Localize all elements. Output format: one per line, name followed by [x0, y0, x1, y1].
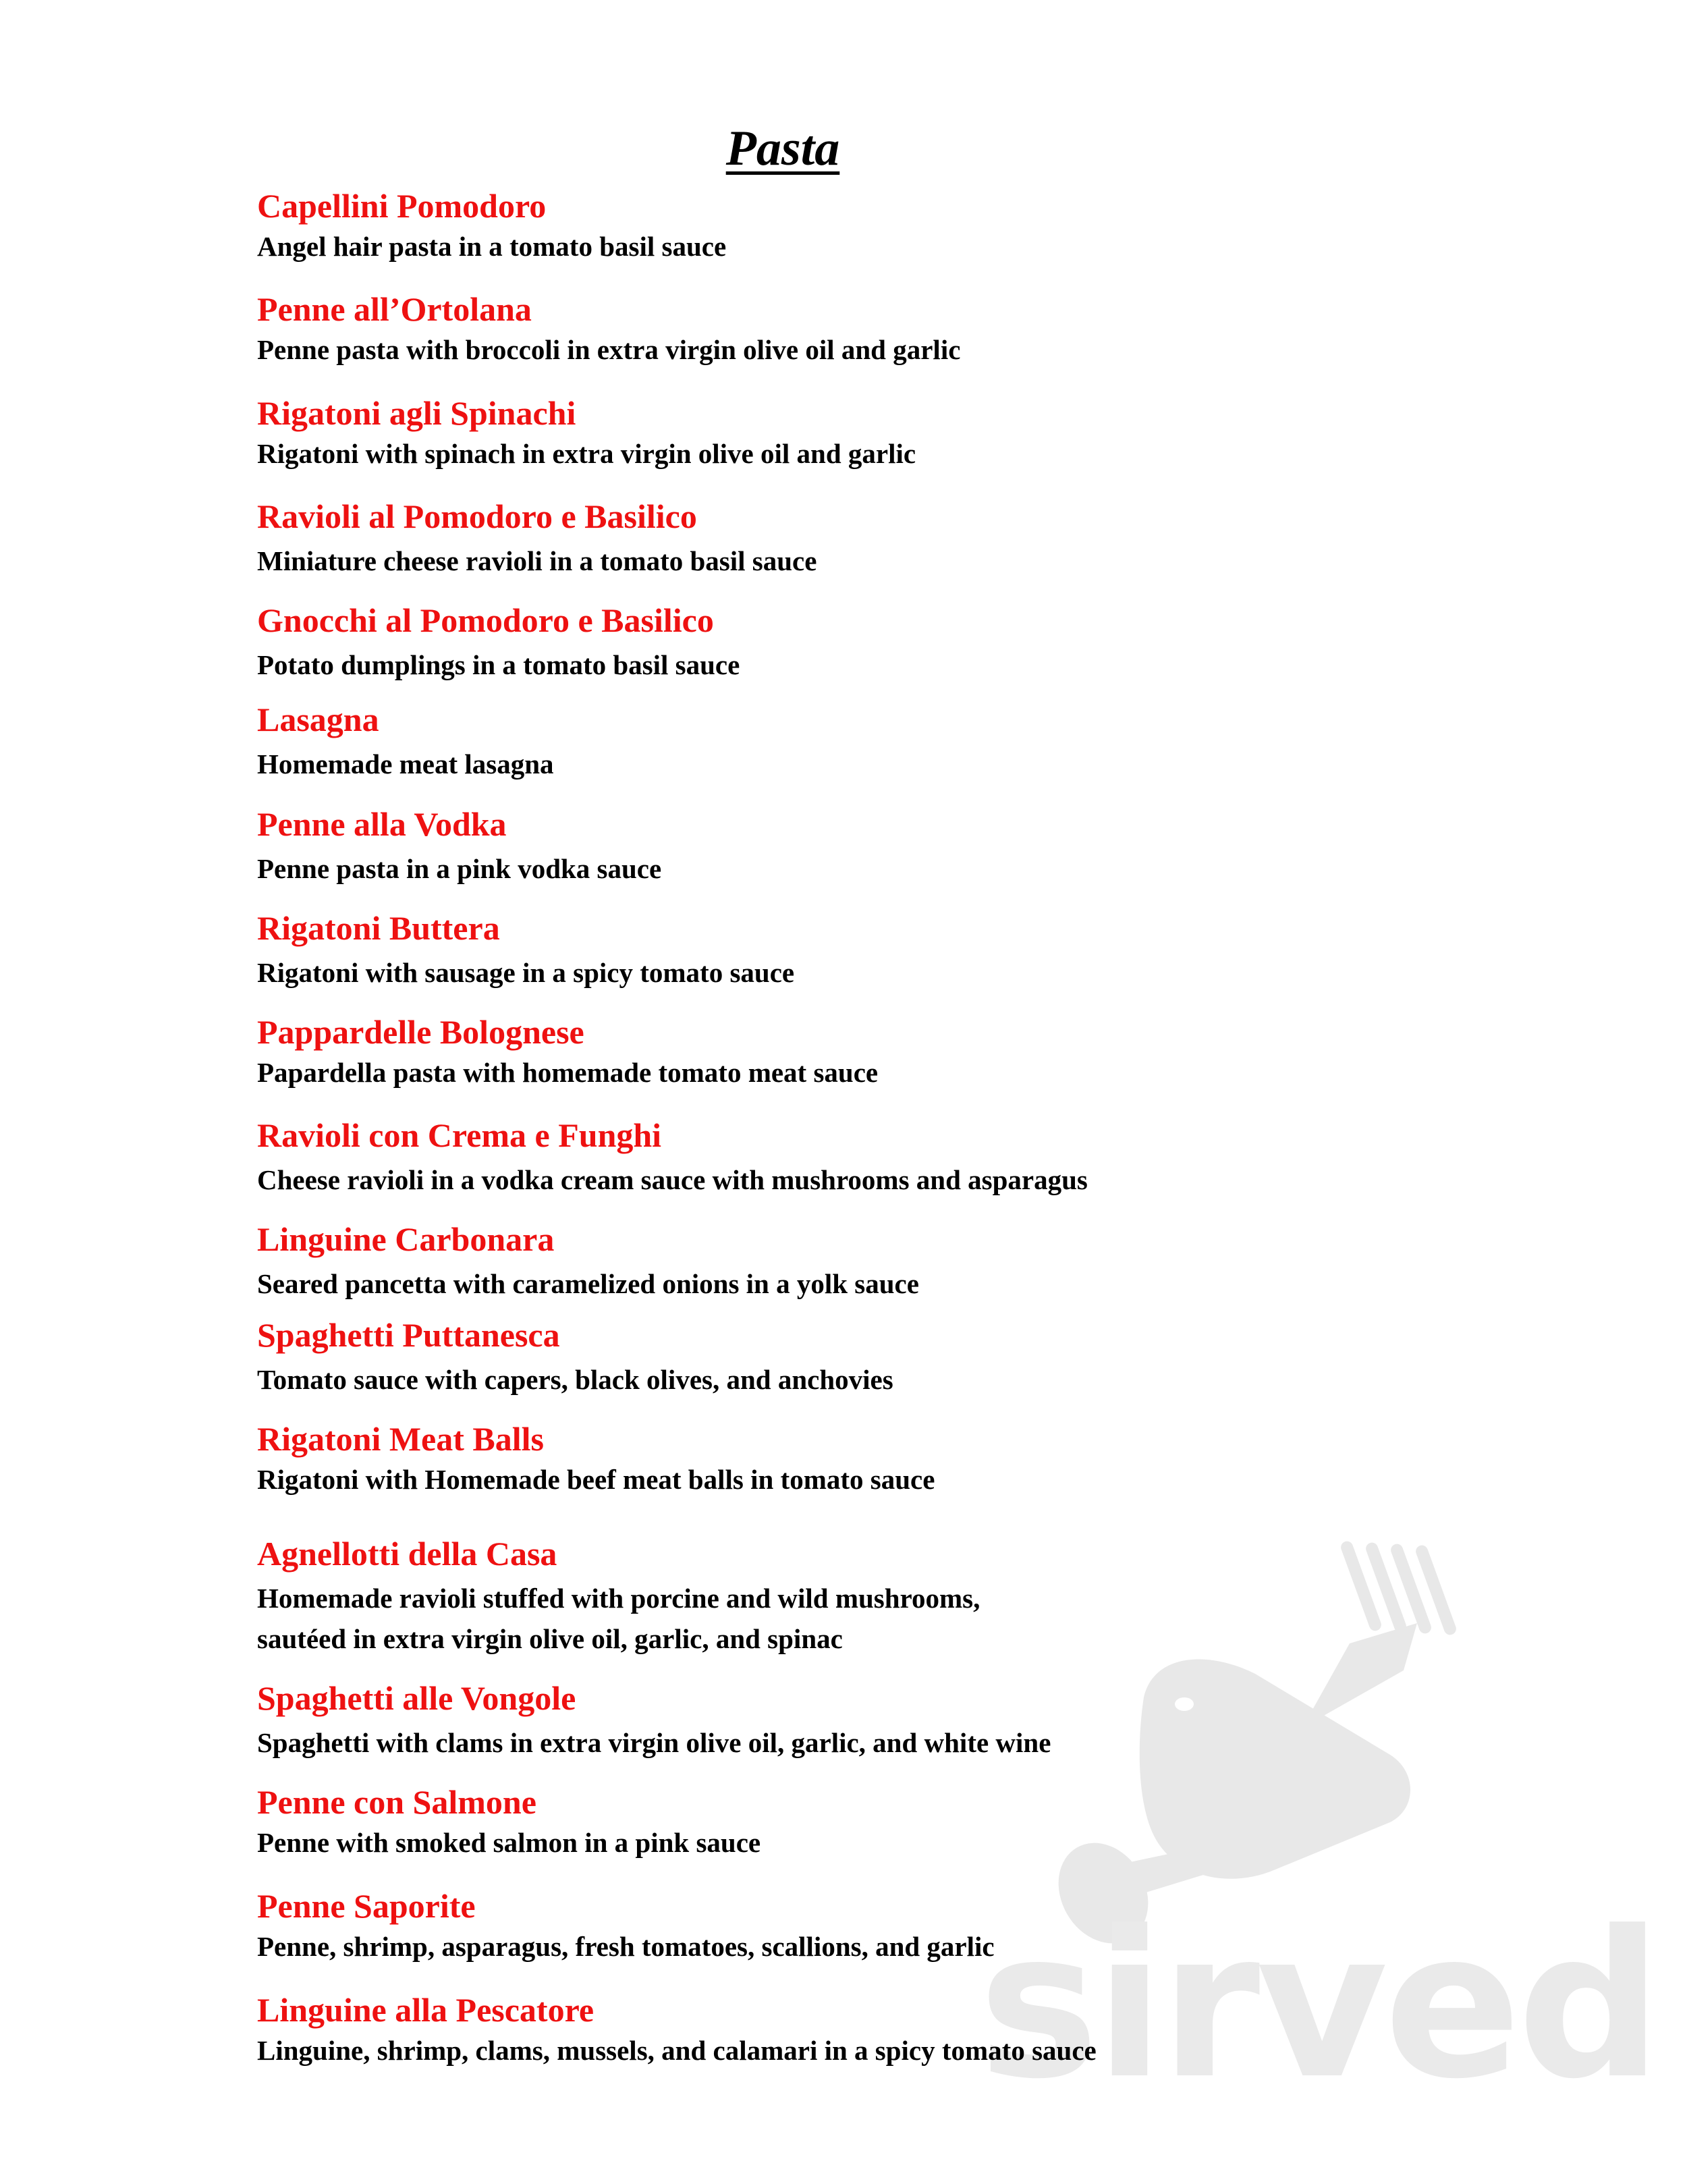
menu-item-name: Penne alla Vodka [257, 805, 507, 843]
watermark-text: sirved [985, 1888, 1647, 2099]
menu-item-description: Penne with smoked salmon in a pink sauce [257, 1827, 761, 1858]
menu-item-description: Miniature cheese ravioli in a tomato basil sauce [257, 545, 817, 576]
menu-item [257, 1419, 1539, 1500]
menu-item-description: Spaghetti with clams in extra virgin olive oil, garlic, and white wine [257, 1727, 1051, 1758]
menu-item [257, 1886, 1539, 1967]
menu-item-name: Gnocchi al Pomodoro e Basilico [257, 601, 714, 639]
menu-item-name: Spaghetti Puttanesca [257, 1316, 560, 1354]
menu-item [257, 496, 1539, 581]
menu-item [257, 1219, 1539, 1304]
menu-item [257, 1315, 1539, 1400]
menu-item-name: Penne all’Ortolana [257, 290, 532, 328]
menu-item-description: Seared pancetta with caramelized onions in a yolk sauce [257, 1268, 919, 1299]
menu-item-description: Penne pasta in a pink vodka sauce [257, 853, 662, 884]
menu-item-description: Linguine, shrimp, clams, mussels, and calamari in a spicy tomato sauce [257, 2035, 1097, 2066]
menu-item-name: Ravioli con Crema e Funghi [257, 1116, 662, 1154]
menu-item [257, 1115, 1539, 1200]
menu-item-name: Rigatoni agli Spinachi [257, 394, 576, 432]
menu-item [257, 600, 1539, 685]
menu-item [257, 699, 1539, 784]
menu-item [257, 908, 1539, 993]
menu-item [257, 186, 1539, 267]
menu-item-name: Penne con Salmone [257, 1783, 536, 1821]
menu-item [257, 1012, 1539, 1093]
menu-item-name: Rigatoni Meat Balls [257, 1420, 544, 1458]
menu-item-description: Penne, shrimp, asparagus, fresh tomatoes, scallions, and garlic [257, 1931, 995, 1962]
menu-item-name: Linguine alla Pescatore [257, 1991, 594, 2029]
menu-item-name: Ravioli al Pomodoro e Basilico [257, 497, 697, 535]
menu-item [257, 393, 1539, 474]
menu-item-description: Rigatoni with spinach in extra virgin olive oil and garlic [257, 438, 916, 469]
menu-item-name: Lasagna [257, 701, 379, 738]
menu-item-description: Tomato sauce with capers, black olives, and anchovies [257, 1364, 893, 1395]
menu-item [257, 1533, 1539, 1659]
menu-item-description: Rigatoni with sausage in a spicy tomato sauce [257, 957, 795, 988]
menu-item-description: Cheese ravioli in a vodka cream sauce with mushrooms and asparagus [257, 1164, 1088, 1195]
menu-item-name: Linguine Carbonara [257, 1220, 555, 1258]
menu-item [257, 289, 1539, 370]
menu-item-description: Homemade ravioli stuffed with porcine and wild mushrooms, sautéed in extra virgin olive oil, garlic, and spinac [257, 1583, 980, 1654]
menu-item [257, 1678, 1539, 1763]
menu-item-name: Capellini Pomodoro [257, 187, 547, 225]
menu-item-description: Potato dumplings in a tomato basil sauce [257, 649, 740, 680]
menu-item-description: Papardella pasta with homemade tomato meat sauce [257, 1057, 879, 1088]
menu-item-name: Agnellotti della Casa [257, 1535, 557, 1573]
menu-item-name: Pappardelle Bolognese [257, 1013, 584, 1051]
menu-item-description: Penne pasta with broccoli in extra virgin olive oil and garlic [257, 334, 961, 365]
menu-item-description: Angel hair pasta in a tomato basil sauce [257, 231, 727, 262]
menu-item-name: Penne Saporite [257, 1887, 476, 1925]
menu-item [257, 804, 1539, 889]
menu-item-description: Homemade meat lasagna [257, 748, 554, 780]
menu-item-description: Rigatoni with Homemade beef meat balls in tomato sauce [257, 1464, 935, 1495]
menu-item-name: Rigatoni Buttera [257, 909, 500, 947]
menu-item [257, 1990, 1539, 2071]
menu-item-name: Spaghetti alle Vongole [257, 1679, 576, 1717]
menu-item [257, 1782, 1539, 1863]
page-title: Pasta [725, 121, 840, 176]
